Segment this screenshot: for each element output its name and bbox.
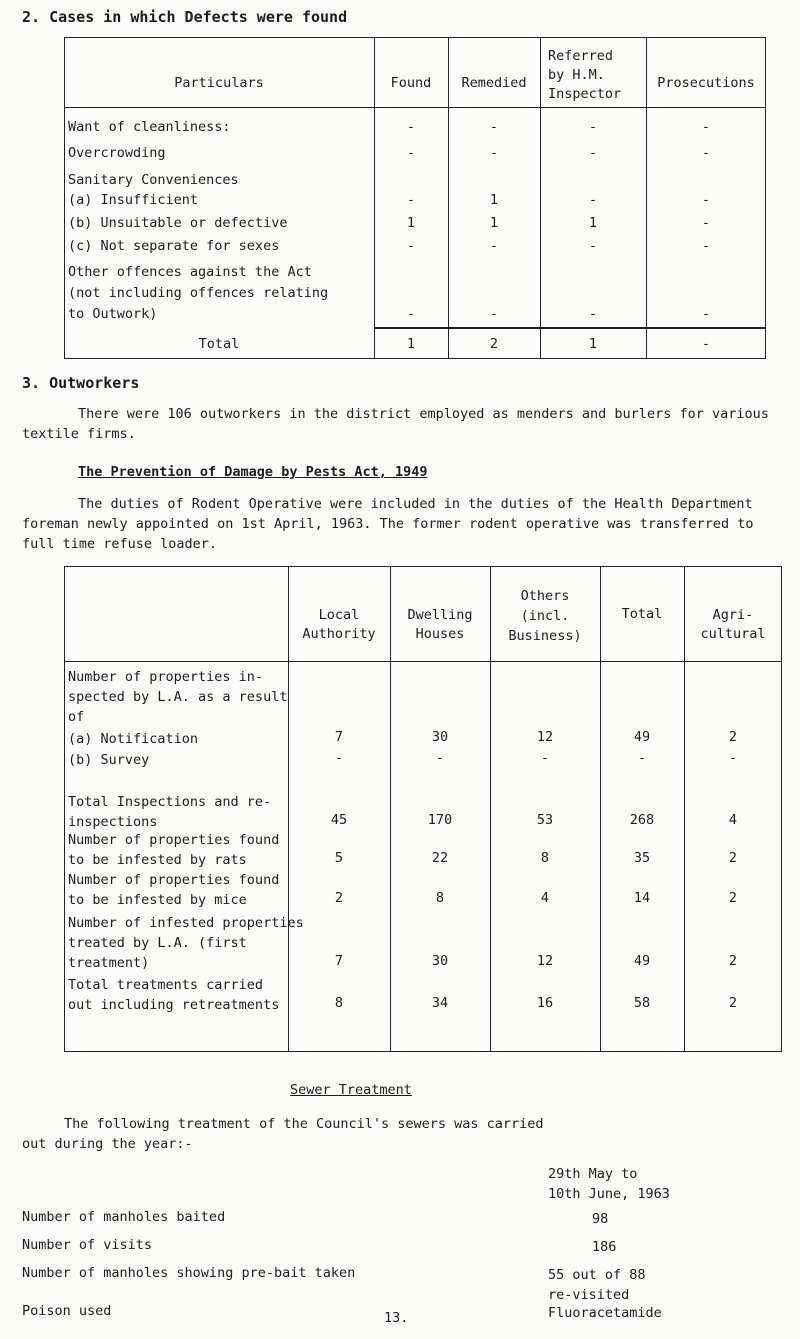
pests-title: The Prevention of Damage by Pests Act, 1949 [78, 464, 428, 480]
table-row-label: Sanitary Conveniences [68, 172, 239, 188]
total-label: Total [198, 336, 240, 352]
table-cell: 35 [633, 850, 651, 866]
table-cell: - [701, 145, 711, 161]
sewer-intro: The following treatment of the Council's sewers was carried out during the year:- [22, 1116, 544, 1152]
pests-table [64, 566, 782, 1052]
outworkers-paragraph: There were 106 outworkers in the district employed as menders and burlers for various textile firms. [22, 406, 769, 442]
table-cell: 7 [334, 953, 344, 969]
table-cell: - [728, 750, 738, 766]
table-cell: - [588, 119, 598, 135]
table-cell: 16 [536, 995, 554, 1011]
table-cell: - [588, 238, 598, 254]
sewer-item-label: Poison used [22, 1303, 112, 1319]
page-number: 13. [384, 1310, 409, 1326]
header-dwelling-houses: Dwelling Houses [407, 607, 473, 642]
table-cell: 14 [633, 890, 651, 906]
header-local-authority: Local Authority [302, 607, 376, 642]
table-cell: - [637, 750, 647, 766]
table-cell: - [334, 750, 344, 766]
table-cell: - [406, 119, 416, 135]
header-remedied: Remedied [461, 75, 527, 91]
section2-title: 2. Cases in which Defects were found [22, 8, 348, 26]
table-cell: 8 [334, 995, 344, 1011]
sewer-title: Sewer Treatment [290, 1082, 412, 1098]
table-cell: 2 [728, 850, 738, 866]
table-cell: 8 [540, 850, 550, 866]
total-cell: 1 [588, 336, 598, 352]
table-row-label: (a) Insufficient [68, 192, 199, 208]
table-cell: - [701, 192, 711, 208]
table-cell: 2 [728, 995, 738, 1011]
table-cell: - [701, 306, 711, 322]
table-cell: 53 [536, 812, 554, 828]
table-cell: - [406, 145, 416, 161]
table-row-label: Number of properties found to be infested by mice [68, 872, 280, 908]
table-row-label: Total Inspections and re- inspections [68, 794, 272, 830]
table-cell: 2 [728, 729, 738, 745]
table-cell: 8 [435, 890, 445, 906]
table-cell: 2 [728, 890, 738, 906]
table-row-label: (c) Not separate for sexes [68, 238, 280, 254]
table-cell: 45 [330, 812, 348, 828]
table-cell: 58 [633, 995, 651, 1011]
sewer-item-value: 186 [592, 1239, 617, 1255]
table-cell: - [489, 145, 499, 161]
table-cell: 170 [427, 812, 453, 828]
table-cell: 4 [540, 890, 550, 906]
table-cell: - [406, 306, 416, 322]
table-cell: - [406, 192, 416, 208]
table-row-label: (not including offences relating [68, 285, 329, 301]
table-cell: 1 [489, 215, 499, 231]
pests-paragraph: The duties of Rodent Operative were included in the duties of the Health Department foreman newly appointed on 1st April, 1963. The former rodent operative was transferred to full time refuse loader. [22, 496, 754, 552]
table-row-label: Number of properties in- spected by L.A. as a result of [68, 669, 288, 725]
table-cell: - [588, 306, 598, 322]
sewer-item-value: 98 [592, 1211, 609, 1227]
table-cell: - [489, 119, 499, 135]
table-cell: - [588, 192, 598, 208]
table-cell: 268 [629, 812, 655, 828]
table-row-label: (b) Survey [68, 752, 150, 768]
table-cell: - [588, 145, 598, 161]
table-cell: 2 [728, 953, 738, 969]
table-row-label: Want of cleanliness: [68, 119, 231, 135]
header-others: Others (incl. Business) [508, 588, 582, 644]
table-cell: - [701, 215, 711, 231]
table-cell: 12 [536, 953, 554, 969]
defects-table [64, 37, 766, 359]
table-cell: 34 [431, 995, 449, 1011]
header-total: Total [621, 606, 663, 622]
header-found: Found [390, 75, 432, 91]
table-cell: 22 [431, 850, 449, 866]
table-cell: 2 [334, 890, 344, 906]
table-cell: 5 [334, 850, 344, 866]
table-row-label: Overcrowding [68, 145, 166, 161]
total-cell: 1 [406, 336, 416, 352]
table-cell: - [489, 238, 499, 254]
table-cell: - [489, 306, 499, 322]
table-cell: 30 [431, 953, 449, 969]
header-prosecutions: Prosecutions [657, 75, 755, 91]
table-cell: 7 [334, 729, 344, 745]
sewer-item-label: Number of visits [22, 1237, 153, 1253]
table-cell: - [406, 238, 416, 254]
table-cell: 1 [406, 215, 416, 231]
table-row-label: to Outwork) [68, 306, 158, 322]
table-cell: - [701, 119, 711, 135]
sewer-item-label: Number of manholes showing pre-bait taken [22, 1265, 356, 1281]
section3-title: 3. Outworkers [22, 374, 140, 392]
table-row-label: Number of infested properties treated by L.A. (first treatment) [68, 915, 304, 971]
sewer-item-value: Fluoracetamide [548, 1305, 662, 1321]
header-particulars: Particulars [174, 75, 264, 91]
table-cell: 49 [633, 729, 651, 745]
total-cell: 2 [489, 336, 499, 352]
total-cell: - [701, 336, 711, 352]
table-cell: 4 [728, 812, 738, 828]
table-row-label: Number of properties found to be infested by rats [68, 832, 280, 868]
table-row-label: Other offences against the Act [68, 264, 312, 280]
table-cell: - [435, 750, 445, 766]
table-cell: - [701, 238, 711, 254]
header-referred: Referred by H.M. Inspector [548, 48, 622, 102]
sewer-item-label: Number of manholes baited [22, 1209, 226, 1225]
table-cell: - [540, 750, 550, 766]
table-cell: 1 [489, 192, 499, 208]
table-cell: 12 [536, 729, 554, 745]
table-row-label: (a) Notification [68, 731, 199, 747]
table-cell: 49 [633, 953, 651, 969]
sewer-item-value: 55 out of 88 re-visited [548, 1267, 646, 1303]
table-row-label: Total treatments carried out including retreatments [68, 977, 280, 1013]
header-agricultural: Agri- cultural [700, 607, 766, 642]
table-row-label: (b) Unsuitable or defective [68, 215, 288, 231]
table-cell: 30 [431, 729, 449, 745]
sewer-period: 29th May to 10th June, 1963 [548, 1166, 670, 1202]
table-cell: 1 [588, 215, 598, 231]
